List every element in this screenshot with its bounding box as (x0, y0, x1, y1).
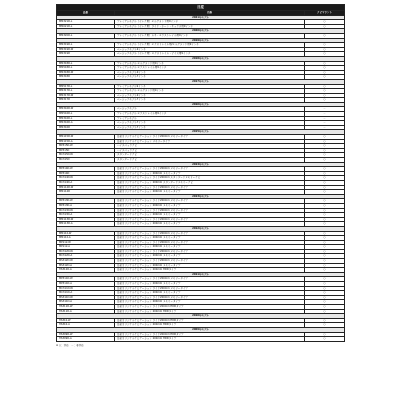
header-mount: ナビマウント (305, 11, 345, 16)
cell-mount: ○ (305, 98, 345, 103)
cell-code: MC315D (57, 158, 115, 163)
year-group-label: 2016年モデル (57, 102, 345, 107)
cell-code: MS312D-A (57, 263, 115, 268)
cell-code: MM318D (57, 75, 115, 80)
cell-code: MM114D (57, 190, 115, 195)
cell-mount: ○ (305, 153, 345, 158)
cell-mount: ○ (305, 323, 345, 328)
cell-mount: ○ (305, 47, 345, 52)
cell-name: プレミアムモデル エクストレイル用9インチ (115, 66, 305, 71)
cell-code: MP313D-A (57, 203, 115, 208)
cell-name: 日産オリジナルナビゲーション ワイド200mm メモリータイプ (115, 167, 305, 172)
cell-mount: ○ (305, 84, 345, 89)
cell-mount: ○ (305, 75, 345, 80)
cell-name: 日産オリジナルナビゲーション 200mm HDDタイプ (115, 323, 305, 328)
footnote: ※ ○：対応 －：非対応 (56, 343, 84, 347)
cell-name: 日産オリジナルナビゲーション 200mm メモリータイプ (115, 282, 305, 287)
cell-mount: ○ (305, 291, 345, 296)
cell-name: ベーシックモデル9インチ (115, 47, 305, 52)
cell-name: 日産オリジナルナビゲーション 200mm メモリータイプ (115, 245, 305, 250)
cell-code: MC314D-A (57, 180, 115, 185)
cell-name: プレミアムモデル エルグランド用9インチ (115, 61, 305, 66)
cell-mount: ○ (305, 185, 345, 190)
cell-name: スタンダードナビ (115, 158, 305, 163)
cell-mount: ○ (305, 203, 345, 208)
cell-code: MM318D-L (57, 61, 115, 66)
cell-code: HS312D-A (57, 268, 115, 273)
cell-name: 日産オリジナルナビゲーション ワイド200mm HDDタイプ (115, 305, 305, 310)
cell-name: 日産オリジナルナビゲーション 200mm HDDタイプ (115, 309, 305, 314)
cell-code: MM317D-L (57, 89, 115, 94)
cell-code: MM316D-A (57, 121, 115, 126)
cell-code: MM318D-W (57, 70, 115, 75)
cell-code: MM518D-L (57, 66, 115, 71)
cell-code: MC311D-A (57, 291, 115, 296)
cell-code: MM317D-W (57, 93, 115, 98)
cell-code: MM517D-L (57, 84, 115, 89)
cell-mount: ○ (305, 240, 345, 245)
cell-name: スタンダードナビ (115, 153, 305, 158)
cell-mount: ○ (305, 208, 345, 213)
cell-name: プレミアムモデル (115, 116, 305, 121)
cell-code: MM319D-L (57, 43, 115, 48)
cell-name: 日産オリジナルナビゲーション ワイド200mm メモリータイプ (115, 286, 305, 291)
cell-name: ハイスペックナビ (115, 144, 305, 149)
cell-mount: ○ (305, 139, 345, 144)
cell-mount: ○ (305, 70, 345, 75)
cell-code: MC313D-W (57, 208, 115, 213)
cell-name: 日産オリジナルナビゲーション ワイド200mm メモリータイプ (115, 185, 305, 190)
cell-name: 日産オリジナルナビゲーション メモリータイプ (115, 139, 305, 144)
cell-mount: ○ (305, 180, 345, 185)
cell-code: MC313D-A (57, 213, 115, 218)
cell-name: ベーシックモデル9インチ (115, 93, 305, 98)
year-group-label: 2020年モデル (57, 29, 345, 34)
cell-mount: － (305, 116, 345, 121)
cell-name: 日産オリジナルナビゲーション ワイド200mm メモリータイプ (115, 240, 305, 245)
cell-code: HS311D-W (57, 305, 115, 310)
year-group-label: 2018年モデル (57, 56, 345, 61)
cell-code: MS311D-A (57, 300, 115, 305)
cell-name: 日産オリジナルナビゲーション ワイド200mm HDDタイプ (115, 318, 305, 323)
cell-name: 日産オリジナルナビゲーション 200mm メモリータイプ (115, 213, 305, 218)
cell-code: MM316D-L (57, 116, 115, 121)
cell-code: MM316D (57, 125, 115, 130)
cell-mount: － (305, 121, 345, 126)
cell-mount: ○ (305, 282, 345, 287)
cell-mount: ○ (305, 171, 345, 176)
header-code: 品番 (57, 11, 115, 16)
cell-name: 日産オリジナルナビゲーション 200mm HDDタイプ (115, 337, 305, 342)
cell-mount: ○ (305, 217, 345, 222)
cell-name: 日産オリジナルナビゲーション 200mm メモリータイプ (115, 291, 305, 296)
cell-mount: ○ (305, 213, 345, 218)
cell-code: MP315D (57, 148, 115, 153)
cell-code: MM320D-L (57, 33, 115, 38)
cell-code: MS312D-W (57, 259, 115, 264)
cell-name: 日産オリジナルナビゲーション 200mm メモリータイプ (115, 190, 305, 195)
year-group-label: 2013年モデル (57, 194, 345, 199)
cell-name: 日産オリジナルナビゲーション ワイド200mm メモリータイプ (115, 259, 305, 264)
cell-code: MM114D-W (57, 185, 115, 190)
header-name: 名称 (115, 11, 305, 16)
cell-mount: ○ (305, 167, 345, 172)
cell-mount: ○ (305, 135, 345, 140)
cell-name: ベーシックモデル7インチ (115, 121, 305, 126)
cell-mount: ○ (305, 43, 345, 48)
cell-name: 日産オリジナルナビゲーション ワイド200mm HDDタイプ (115, 332, 305, 337)
cell-name: ベーシックモデル9インチ (115, 70, 305, 75)
cell-name: ベーシックモデル7インチ (115, 125, 305, 130)
cell-name: プレミアムモデル エルグランド用9インチ (115, 89, 305, 94)
cell-name: プレミアムモデル エクストレイル用9インチ (115, 112, 305, 117)
cell-mount: ○ (305, 61, 345, 66)
cell-code: HS309D-A (57, 337, 115, 342)
cell-mount: ○ (305, 263, 345, 268)
cell-name: ハイスペックナビ (115, 148, 305, 153)
cell-name: 日産オリジナルナビゲーション ワイド200mm メモリータイプ (115, 208, 305, 213)
cell-mount: ○ (305, 268, 345, 273)
cell-code: MM316D-W (57, 107, 115, 112)
cell-name: 日産オリジナルナビゲーション ワイド200mm メモリータイプ (115, 199, 305, 204)
cell-name: 日産オリジナルナビゲーション 200mm スタンダードメモリーナビ (115, 180, 305, 185)
year-group-label: 2017年モデル (57, 79, 345, 84)
cell-name: プレミアムモデル（セレナ用）ワイド・ホーン・キックス用9インチ (115, 24, 305, 29)
cell-mount: ○ (305, 24, 345, 29)
cell-mount: ○ (305, 332, 345, 337)
cell-mount: ○ (305, 277, 345, 282)
cell-code: MM113D-W (57, 217, 115, 222)
cell-mount: ○ (305, 144, 345, 149)
nissan-compatibility-sheet (56, 4, 344, 347)
cell-name: 日産オリジナルナビゲーション 200mm メモリータイプ (115, 300, 305, 305)
year-group-label: 2010年モデル (57, 314, 345, 319)
cell-mount: － (305, 107, 345, 112)
cell-code: HS311D-A (57, 309, 115, 314)
cell-name: 日産オリジナルナビゲーション ワイド200mm メモリータイプ (115, 217, 305, 222)
year-group-label: 2012年モデル (57, 226, 345, 231)
cell-mount: ○ (305, 300, 345, 305)
table-title: 日産 (57, 5, 345, 11)
cell-name: 日産オリジナルナビゲーション ワイド200mm メモリータイプ (115, 277, 305, 282)
cell-mount: ○ (305, 190, 345, 195)
cell-code: MP112-W (57, 240, 115, 245)
cell-mount: － (305, 112, 345, 117)
cell-name: 日産オリジナルナビゲーション 200mm メモリータイプ (115, 263, 305, 268)
cell-code: HS310-W (57, 318, 115, 323)
cell-code: MS311D-W (57, 295, 115, 300)
table-body (57, 15, 345, 341)
cell-mount: － (305, 125, 345, 130)
cell-mount: ○ (305, 286, 345, 291)
cell-code: MM319D-W (57, 47, 115, 52)
cell-code: MM516D-L (57, 112, 115, 117)
cell-code: MP313D-W (57, 199, 115, 204)
cell-mount: ○ (305, 89, 345, 94)
cell-mount: ○ (305, 309, 345, 314)
cell-code: MM321D-L (57, 20, 115, 25)
cell-code: MM112-A (57, 236, 115, 241)
cell-code: MM115D-W (57, 135, 115, 140)
cell-code: MM021D-L (57, 24, 115, 29)
cell-code: MM115D-A (57, 139, 115, 144)
year-group-label: 2015年モデル (57, 130, 345, 135)
year-group-label: 2019年モデル (57, 38, 345, 43)
cell-mount: ○ (305, 199, 345, 204)
cell-name: ベーシックモデル（セレナ用）エクストレイル・デイズ用9インチ (115, 52, 305, 57)
cell-mount: ○ (305, 176, 345, 181)
cell-name: プレミアムモデル（セレナ用）エルグランド用9インチ (115, 20, 305, 25)
cell-code: MM113D-A (57, 222, 115, 227)
cell-mount: ○ (305, 148, 345, 153)
cell-code: MP314D-W (57, 167, 115, 172)
cell-name: 日産オリジナルナビゲーション 200mm HDDタイプ (115, 268, 305, 273)
cell-code: HS310-A (57, 323, 115, 328)
cell-mount: ○ (305, 259, 345, 264)
cell-code: MM112-W (57, 231, 115, 236)
cell-mount: ○ (305, 295, 345, 300)
cell-mount: ○ (305, 337, 345, 342)
cell-mount: ○ (305, 33, 345, 38)
cell-name: 日産オリジナルナビゲーション ワイド200mm メモリータイプ (115, 135, 305, 140)
cell-mount: ○ (305, 254, 345, 259)
table-head (57, 5, 345, 16)
cell-mount: ○ (305, 231, 345, 236)
cell-name: プレミアムモデル（セレナ用）ルキ・エクストレイル用9インチ (115, 33, 305, 38)
cell-name: プレミアムモデル（セレナ用）エクストレイル用/エルグランド用9インチ (115, 43, 305, 48)
cell-code: MC312D-W (57, 249, 115, 254)
cell-code: MP315D-W (57, 144, 115, 149)
cell-name: 日産オリジナルナビゲーション 200mm メモリータイプ (115, 222, 305, 227)
cell-mount: ○ (305, 222, 345, 227)
cell-name: 日産オリジナルナビゲーション 200mm メモリータイプ (115, 236, 305, 241)
cell-name: ベーシックモデル7インチ (115, 98, 305, 103)
cell-code: MP112-A (57, 245, 115, 250)
cell-mount: ○ (305, 158, 345, 163)
year-group-label: 2011年モデル (57, 272, 345, 277)
year-group-label: 2014年モデル (57, 162, 345, 167)
cell-mount: ○ (305, 236, 345, 241)
cell-code: MP314D (57, 171, 115, 176)
cell-code: MC314D-W (57, 176, 115, 181)
cell-mount: ○ (305, 52, 345, 57)
cell-name: 日産オリジナルナビゲーション ワイド200mm スタンダードメモリーナビ (115, 176, 305, 181)
cell-name: 日産オリジナルナビゲーション 200mm メモリータイプ (115, 203, 305, 208)
cell-mount: ○ (305, 249, 345, 254)
cell-name: 日産オリジナルナビゲーション ワイド200mm メモリータイプ (115, 249, 305, 254)
cell-mount: ○ (305, 245, 345, 250)
cell-name: 日産オリジナルナビゲーション 200mm メモリータイプ (115, 171, 305, 176)
cell-code: MM317D (57, 98, 115, 103)
cell-name: ベーシックモデル7インチ (115, 75, 305, 80)
cell-mount: ○ (305, 93, 345, 98)
compatibility-table (56, 4, 345, 342)
cell-code: HS309D-W (57, 332, 115, 337)
cell-code: MC315D-W (57, 153, 115, 158)
cell-mount: ○ (305, 305, 345, 310)
cell-name: ベーシックモデル (115, 107, 305, 112)
cell-code: MC312D-A (57, 254, 115, 259)
cell-name: プレミアムモデル9インチ (115, 84, 305, 89)
table-row (57, 337, 345, 342)
cell-code: MP311D-A (57, 282, 115, 287)
cell-name: 日産オリジナルナビゲーション ワイド200mm メモリータイプ (115, 231, 305, 236)
cell-name: 日産オリジナルナビゲーション 200mm メモリータイプ (115, 254, 305, 259)
cell-mount: ○ (305, 20, 345, 25)
cell-name: 日産オリジナルナビゲーション ワイド200mm メモリータイプ (115, 295, 305, 300)
cell-mount: ○ (305, 318, 345, 323)
cell-mount: ○ (305, 66, 345, 71)
year-group-label: 2021年モデル (57, 15, 345, 20)
cell-code: MM319D (57, 52, 115, 57)
cell-code: MC311D-W (57, 286, 115, 291)
cell-code: MP311D-W (57, 277, 115, 282)
year-group-label: 2009年モデル (57, 327, 345, 332)
